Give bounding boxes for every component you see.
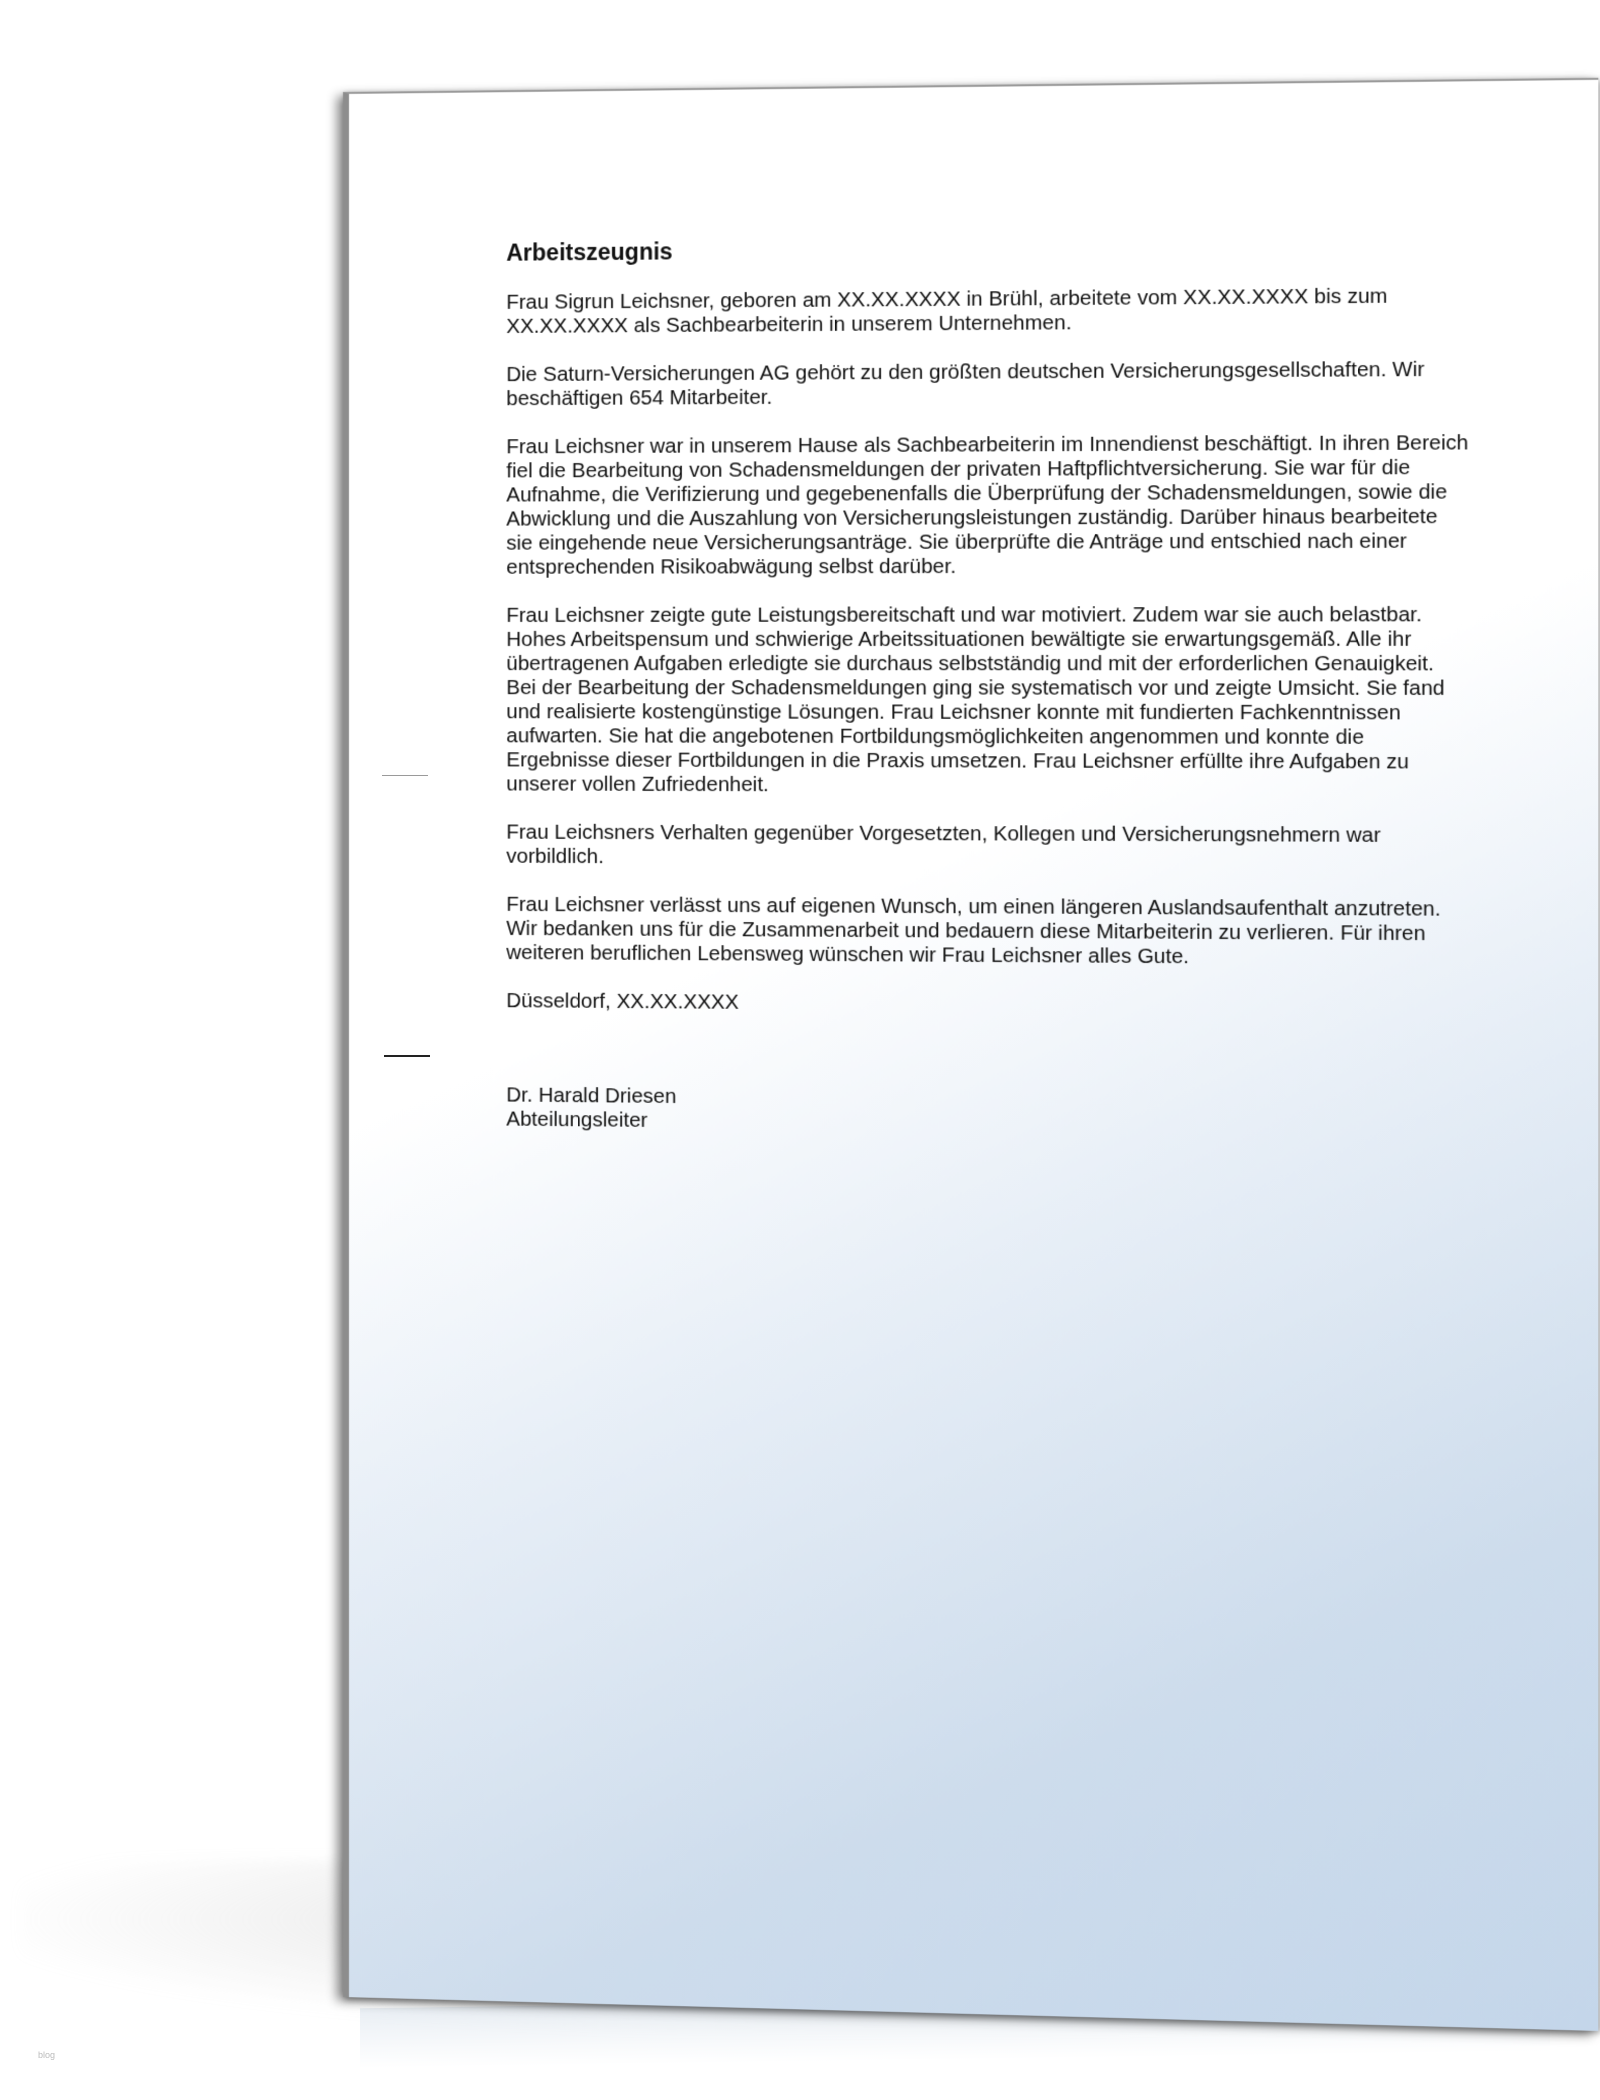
watermark-text: blog [38,2050,56,2060]
signature-role: Abteilungsleiter [506,1107,648,1132]
paragraph-intro: Frau Sigrun Leichsner, geboren am XX.XX.XXXX in Brühl, arbeitete vom XX.XX.XXXX bis zum XX.XX.XXXX als Sachbearbeiterin in unserem Unternehmen. [506,284,1388,338]
document-sheet [343,78,1598,2031]
signature-name: Dr. Harald Driesen [506,1083,677,1109]
punch-mark [384,1055,430,1057]
paragraph-duties: Frau Leichsner war in unserem Hause als Sachbearbeiterin im Innendienst beschäftigt. In ihren Bereich fiel die Bearbeitung von Schadensmeldungen der privaten Haftpflichtversicherung. Sie war für die Aufnahme, die Verifizierung und gegebenenfalls die Überprüfung der Schadensmeldungen, sowie die Abwicklung und die Auszahlung von Versicherungsleistungen zuständig. Darüber hinaus bearbeitete sie eingehende neue Versicherungsanträge. Sie überprüfte die Anträge und entschied nach einer entsprechenden Risikoabwägung selbst darüber. [506,431,1469,579]
place-date: Düsseldorf, XX.XX.XXXX [506,989,739,1014]
fold-mark [382,775,428,776]
letter-content [506,233,1469,1141]
paragraph-departure: Frau Leichsner verlässt uns auf eigenen Wunsch, um einen längeren Auslandsaufenthalt anzutreten. Wir bedanken uns für die Zusammenarbeit und bedauern diese Mitarbeiterin zu verlieren. Für ihren weiteren beruflichen Lebensweg wünschen wir Frau Leichsner alles Gute. [506,892,1441,969]
document-title: Arbeitszeugnis [506,238,673,266]
paragraph-company: Die Saturn-Versicherungen AG gehört zu den größten deutschen Versicherungsgesellschaften. Wir beschäftigen 654 Mitarbeiter. [506,357,1425,411]
paragraph-performance: Frau Leichsner zeigte gute Leistungsbereitschaft und war motiviert. Zudem war sie auch belastbar. Hohes Arbeitspensum und schwierige Arbeitssituationen bewältigte sie erwartungsgemäß. Alle ihr übertragenen Aufgaben erledigte sie durchaus selbstständig und mit der erforderlichen Genauigkeit. Bei der Bearbeitung der Schadensmeldungen ging sie systematisch vor und zeigte Umsicht. Sie fand und realisierte kostengünstige Lösungen. Frau Leichsner konnte mit fundierten Fachkenntnissen aufwarten. Sie hat die angebotenen Fortbildungsmöglichkeiten angenommen und konnte die Ergebnisse dieser Fortbildungen in die Praxis umsetzen. Frau Leichsner erfüllte ihre Aufgaben zu unserer vollen Zufriedenheit. [506,602,1445,797]
paragraph-conduct: Frau Leichsners Verhalten gegenüber Vorgesetzten, Kollegen und Versicherungsnehmern war vorbildlich. [506,820,1381,869]
